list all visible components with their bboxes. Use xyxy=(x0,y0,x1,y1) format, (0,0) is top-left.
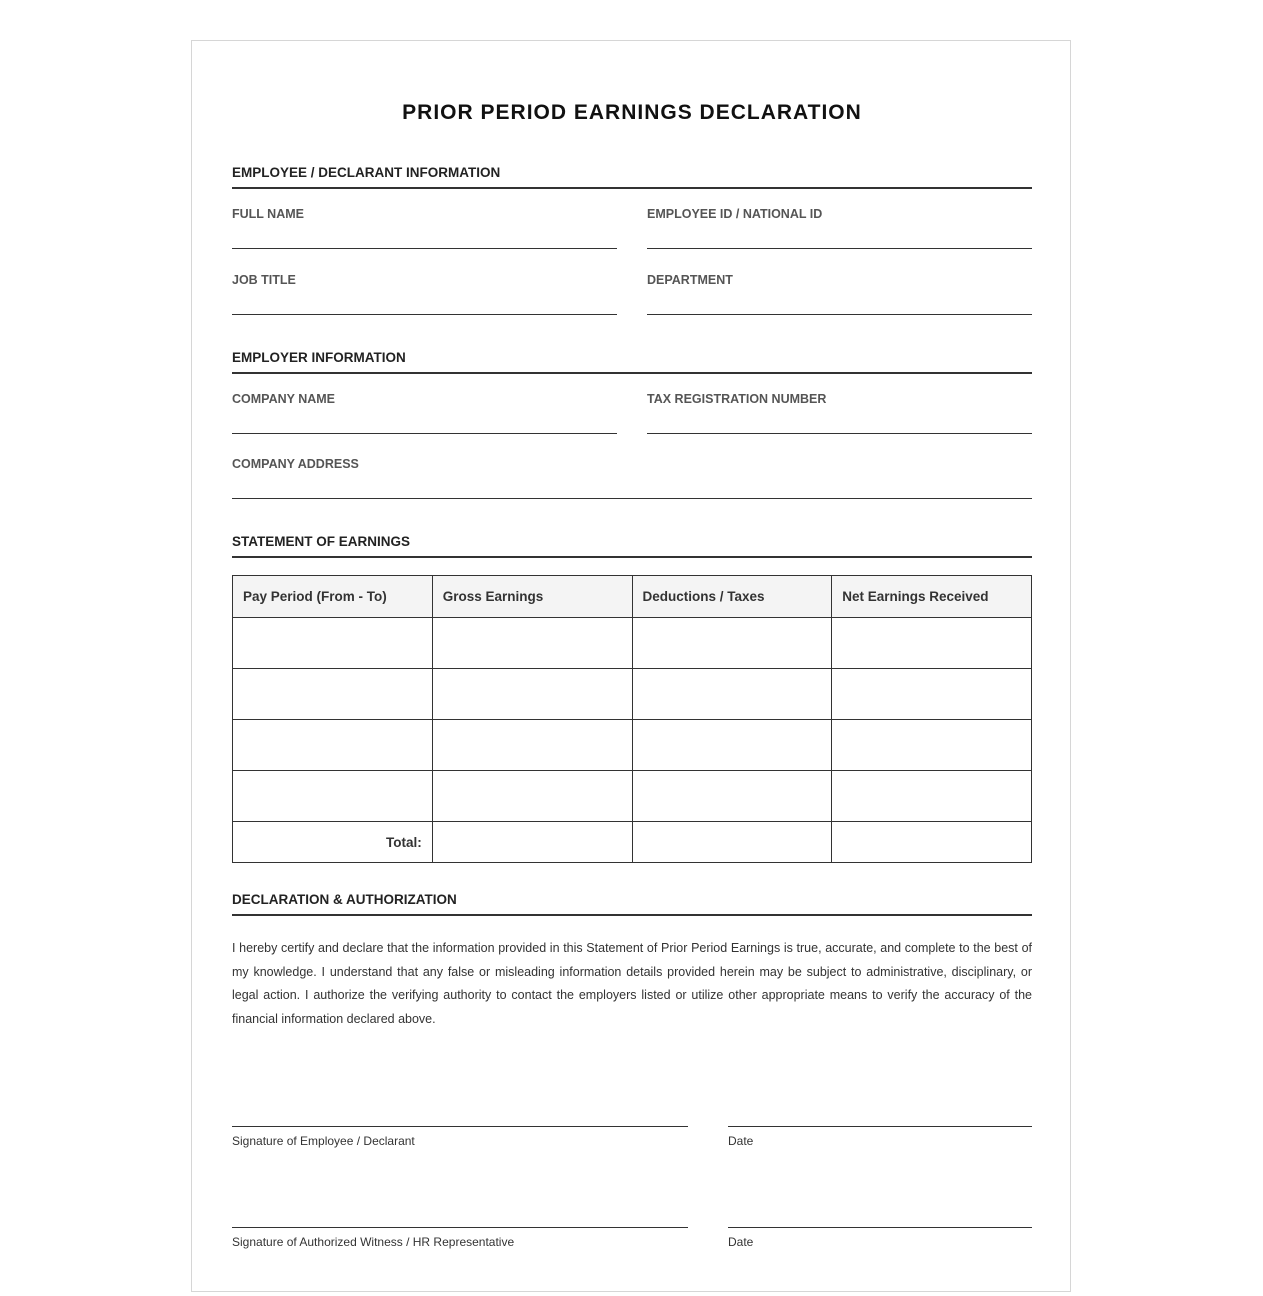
total-deductions-cell[interactable] xyxy=(632,822,832,863)
table-cell[interactable] xyxy=(432,669,632,720)
column-header-net-earnings: Net Earnings Received xyxy=(832,576,1032,618)
total-label: Total: xyxy=(233,822,433,863)
job-title-field[interactable] xyxy=(232,273,617,287)
earnings-header-row xyxy=(233,576,1032,618)
table-cell[interactable] xyxy=(432,618,632,669)
column-header-gross-earnings: Gross Earnings xyxy=(432,576,632,618)
tax-registration-line[interactable] xyxy=(647,433,1032,434)
department-line[interactable] xyxy=(647,314,1032,315)
earnings-table xyxy=(232,575,1032,863)
department-label: DEPARTMENT xyxy=(647,273,733,287)
section-heading-employer: EMPLOYER INFORMATION xyxy=(232,350,1032,374)
job-title-label: JOB TITLE xyxy=(232,273,296,287)
total-gross-cell[interactable] xyxy=(432,822,632,863)
declaration-paragraph: I hereby certify and declare that the information provided in this Statement of Prior Period Earnings is true, accurate, and complete to the best of my knowledge. I understand that any false or misleading information details provided herein may be subject to administrative, disciplinary, or legal action. I authorize the verifying authority to contact the employers listed or utilize other appropriate means to verify the accuracy of the financial information declared above. xyxy=(232,941,1032,1026)
employee-id-line[interactable] xyxy=(647,248,1032,249)
table-cell[interactable] xyxy=(233,720,433,771)
company-name-label: COMPANY NAME xyxy=(232,392,336,406)
table-row xyxy=(233,720,1032,771)
table-row xyxy=(233,771,1032,822)
section-heading-earnings: STATEMENT OF EARNINGS xyxy=(232,534,1032,558)
table-row xyxy=(233,669,1032,720)
witness-signature-label: Signature of Authorized Witness / HR Representative xyxy=(232,1235,515,1249)
column-header-pay-period: Pay Period (From - To) xyxy=(233,576,433,618)
witness-signature-line[interactable] xyxy=(232,1227,688,1249)
table-cell[interactable] xyxy=(233,669,433,720)
department-field[interactable] xyxy=(647,273,1032,287)
table-cell[interactable] xyxy=(632,720,832,771)
section-heading-declaration: DECLARATION & AUTHORIZATION xyxy=(232,892,1032,916)
company-address-line[interactable] xyxy=(232,498,1032,499)
form-page xyxy=(191,40,1071,1292)
table-cell[interactable] xyxy=(233,771,433,822)
employee-date-label: Date xyxy=(728,1134,754,1148)
section-heading-employee: EMPLOYEE / DECLARANT INFORMATION xyxy=(232,165,1032,189)
employee-id-label: EMPLOYEE ID / NATIONAL ID xyxy=(647,207,823,221)
table-cell[interactable] xyxy=(632,618,832,669)
full-name-line[interactable] xyxy=(232,248,617,249)
table-cell[interactable] xyxy=(233,618,433,669)
table-cell[interactable] xyxy=(632,771,832,822)
full-name-field[interactable] xyxy=(232,207,617,221)
witness-date-line[interactable] xyxy=(728,1227,1032,1249)
table-cell[interactable] xyxy=(432,720,632,771)
table-cell[interactable] xyxy=(832,720,1032,771)
company-name-line[interactable] xyxy=(232,433,617,434)
table-cell[interactable] xyxy=(832,669,1032,720)
company-address-field[interactable] xyxy=(232,457,1032,471)
employee-signature-label: Signature of Employee / Declarant xyxy=(232,1134,415,1148)
table-cell[interactable] xyxy=(832,771,1032,822)
company-address-label: COMPANY ADDRESS xyxy=(232,457,359,471)
table-cell[interactable] xyxy=(632,669,832,720)
table-cell[interactable] xyxy=(432,771,632,822)
employee-signature-line[interactable] xyxy=(232,1126,688,1148)
tax-registration-label: TAX REGISTRATION NUMBER xyxy=(647,392,827,406)
total-row xyxy=(233,822,1032,863)
company-name-field[interactable] xyxy=(232,392,617,406)
employee-date-line[interactable] xyxy=(728,1126,1032,1148)
witness-date-label: Date xyxy=(728,1235,754,1249)
table-row xyxy=(233,618,1032,669)
job-title-line[interactable] xyxy=(232,314,617,315)
total-net-cell[interactable] xyxy=(832,822,1032,863)
tax-registration-field[interactable] xyxy=(647,392,1032,406)
page-title: PRIOR PERIOD EARNINGS DECLARATION xyxy=(402,101,862,124)
full-name-label: FULL NAME xyxy=(232,207,304,221)
column-header-deductions: Deductions / Taxes xyxy=(632,576,832,618)
table-cell[interactable] xyxy=(832,618,1032,669)
employee-id-field[interactable] xyxy=(647,207,1032,221)
